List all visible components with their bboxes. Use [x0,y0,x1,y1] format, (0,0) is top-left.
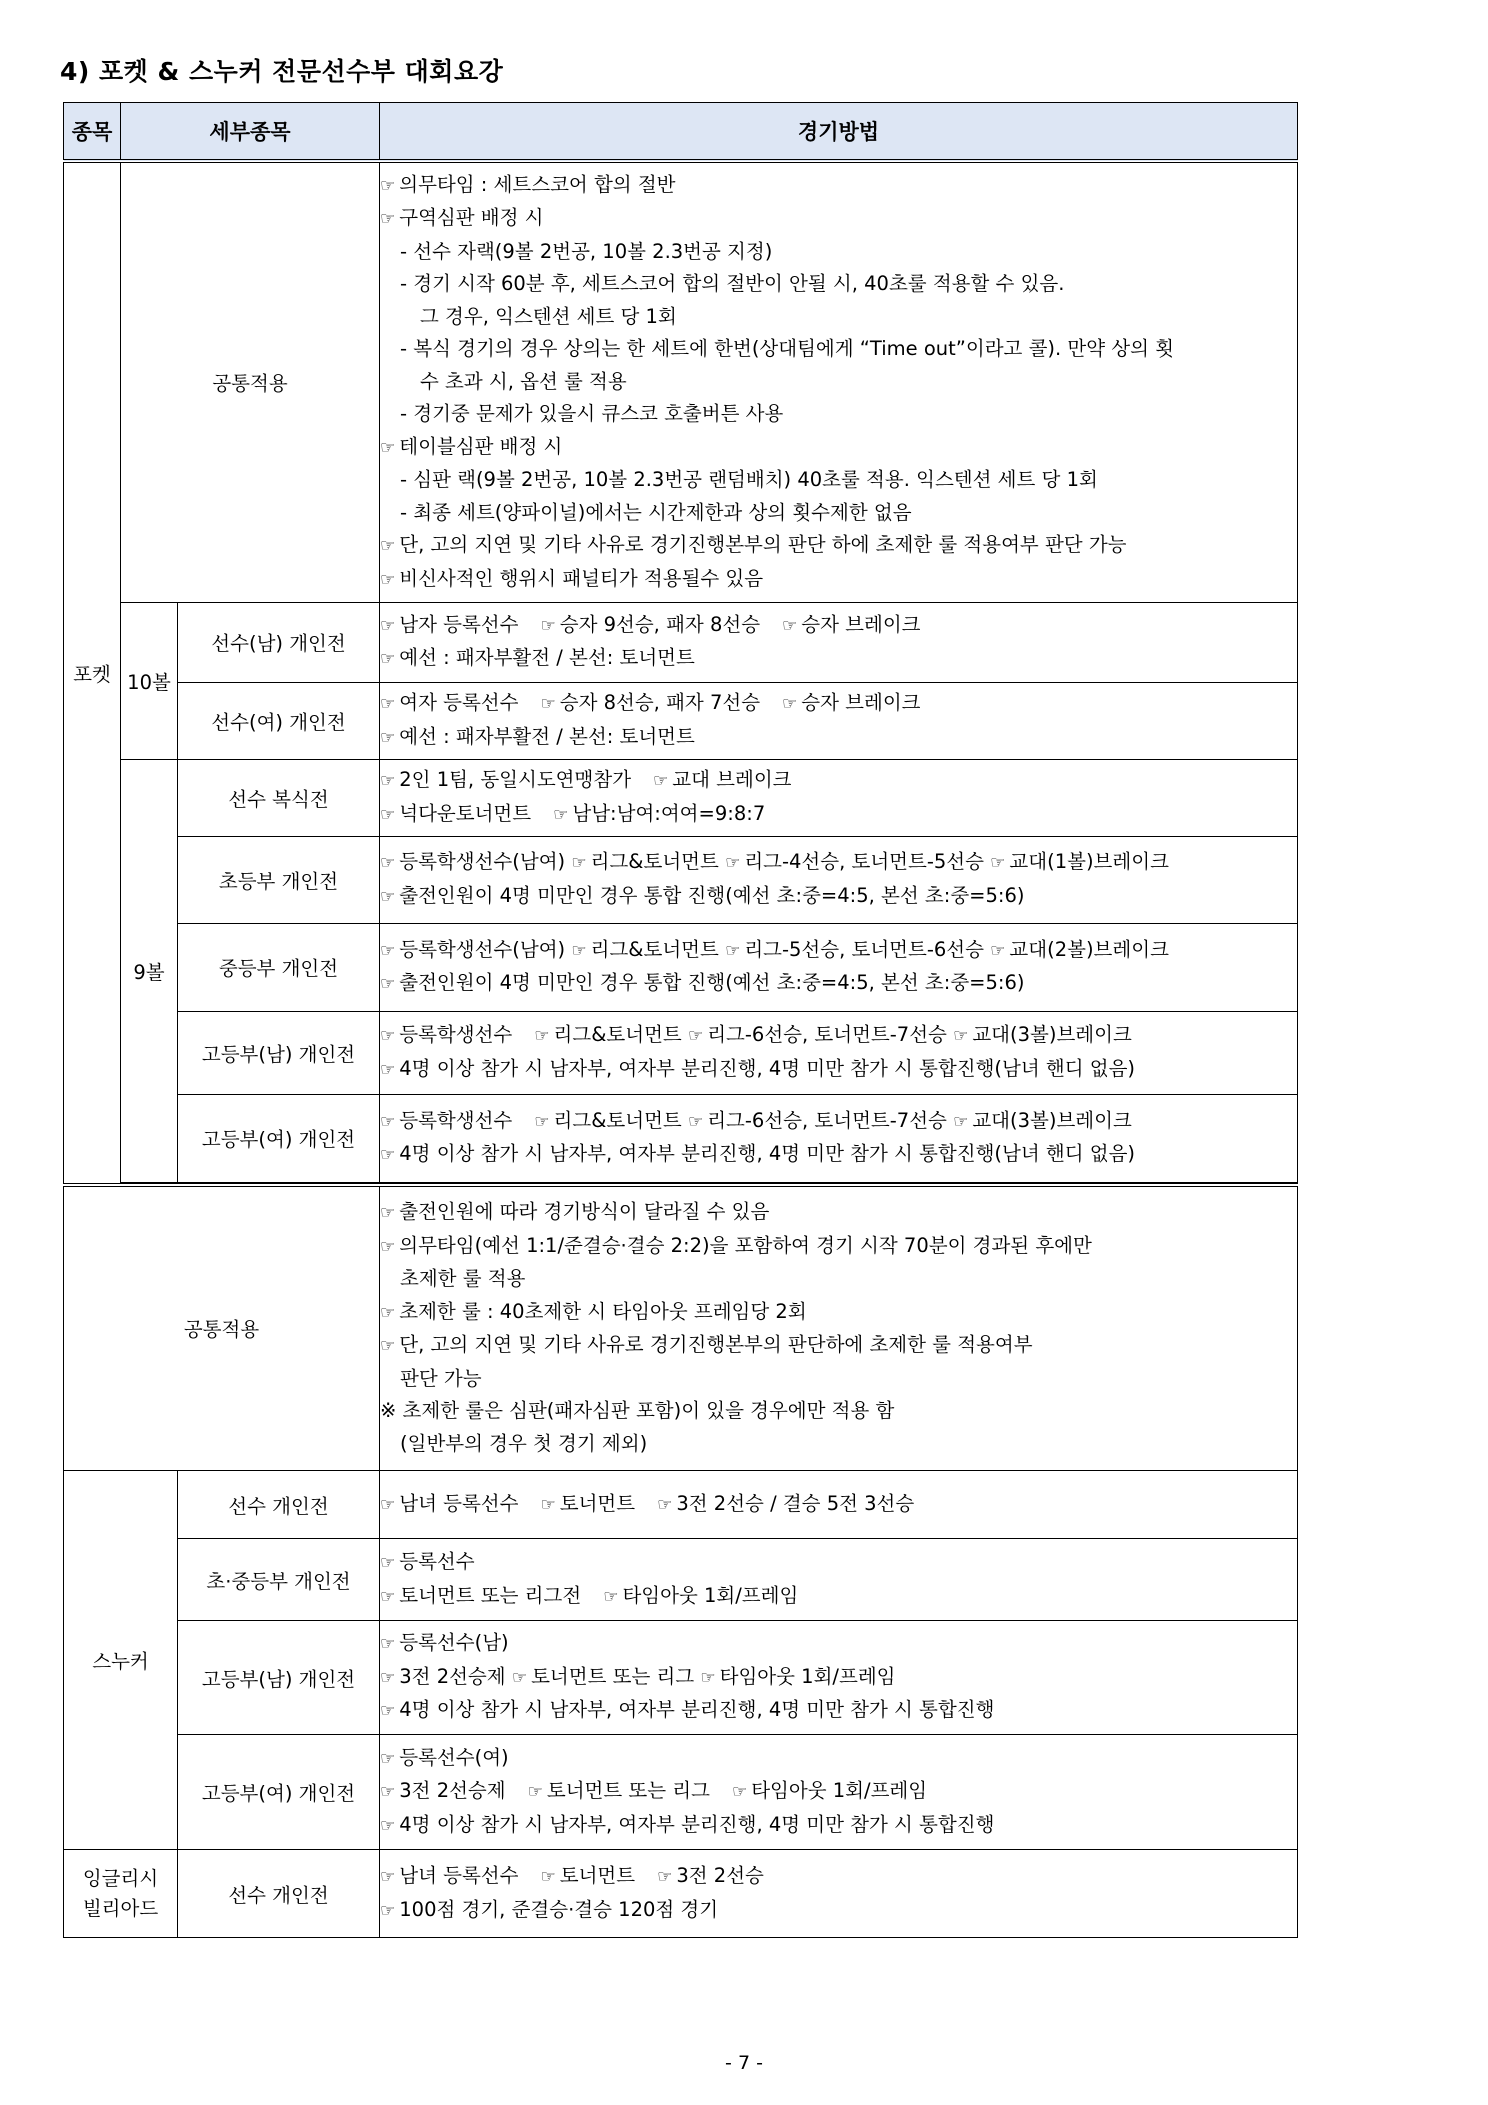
pointing-hand-icon: ☞ [380,974,396,994]
pointing-hand-icon: ☞ [571,940,587,961]
pointing-hand-icon: ☞ [380,727,396,748]
pointing-hand-icon: ☞ [540,615,556,636]
pointing-hand-icon: ☞ [380,1815,396,1836]
snooker-junior-method: ☞ 등록선수 ☞ 토너먼트 또는 리그전 ☞ 타임아웃 1회/프레임 [380,1539,1298,1621]
pointing-hand-icon: ☞ [380,1111,396,1132]
pointing-hand-icon: ☞ [540,1494,556,1515]
ball9-high-men-method: ☞ 등록학생선수 ☞ 리그&토너먼트 ☞ 리그-6선승, 토너먼트-7선승 ☞ 교대(3볼)브레이크 ☞ 4명 이상 참가 시 남자부, 여자부 분리진행, 4명 미만 참가 시 통합진행(남녀 핸디 없음) [380,1011,1298,1094]
pointing-hand-icon: ☞ [380,1026,396,1046]
pointing-hand-icon: ☞ [725,853,741,873]
ball9-elementary-method: ☞ 등록학생선수(남여) ☞ 리그&토너먼트 ☞ 리그-4선승, 토너먼트-5선승 ☞ 교대(1볼)브레이크 ☞ 출전인원이 4명 미만인 경우 통합 진행(예선 초:중=4:5, 본선 초:중=5:6) [380,836,1298,923]
ball9-elementary-label: 초등부 개인전 [178,836,380,923]
pointing-hand-icon: ☞ [782,615,798,636]
table-row [64,759,1298,836]
ball10-men-label: 선수(남) 개인전 [178,602,380,682]
pointing-hand-icon: ☞ [380,1059,396,1080]
snooker-high-men-label: 고등부(남) 개인전 [178,1621,380,1735]
ball10-women-method: ☞ 여자 등록선수 ☞ 승자 8선승, 패자 7선승 ☞ 승자 브레이크 ☞ 예선 : 패자부활전 / 본선: 토너먼트 [380,682,1298,759]
page-title: 4) 포켓 & 스누커 전문선수부 대회요강 [60,57,504,86]
header-event: 종목 [64,103,121,162]
table-row [64,1539,1298,1621]
table-row [64,1621,1298,1735]
ball9-middle-method: ☞ 등록학생선수(남여) ☞ 리그&토너먼트 ☞ 리그-5선승, 토너먼트-6선승 ☞ 교대(2볼)브레이크 ☞ 출전인원이 4명 미만인 경우 통합 진행(예선 초:중=4:5, 본선 초:중=5:6) [380,923,1298,1011]
pointing-hand-icon: ☞ [380,1336,396,1357]
header-sub-event: 세부종목 [121,103,380,162]
ball9-label: 9볼 [121,759,178,1182]
pointing-hand-icon: ☞ [380,569,396,590]
ball10-women-label: 선수(여) 개인전 [178,682,380,759]
pointing-hand-icon: ☞ [657,1494,673,1515]
pointing-hand-icon: ☞ [534,1026,550,1046]
ball9-middle-label: 중등부 개인전 [178,923,380,1011]
pointing-hand-icon: ☞ [380,1900,396,1921]
pointing-hand-icon: ☞ [380,1553,396,1573]
pointing-hand-icon: ☞ [782,694,798,714]
table-row [64,923,1298,1011]
pointing-hand-icon: ☞ [380,615,396,636]
pointing-hand-icon: ☞ [380,886,396,907]
pointing-hand-icon: ☞ [380,1748,396,1769]
english-players-label: 선수 개인전 [178,1850,380,1938]
pointing-hand-icon: ☞ [380,1302,396,1323]
page-number: - 7 - [725,2052,763,2074]
pointing-hand-icon: ☞ [380,1867,396,1887]
pocket-common-label: 공통적용 [121,161,380,602]
table-row [64,161,1298,602]
pointing-hand-icon: ☞ [380,536,396,556]
event-english-billiards: 잉글리시 빌리아드 [64,1850,178,1938]
snooker-players-method: ☞ 남녀 등록선수 ☞ 토너먼트 ☞ 3전 2선승 / 결승 5전 3선승 [380,1471,1298,1539]
snooker-high-women-method: ☞ 등록선수(여) ☞ 3전 2선승제 ☞ 토너먼트 또는 리그 ☞ 타임아웃 1회/프레임 ☞ 4명 이상 참가 시 남자부, 여자부 분리진행, 4명 미만 참가 시 통합진행 [380,1735,1298,1850]
pointing-hand-icon: ☞ [380,1782,396,1803]
table-row [64,1094,1298,1182]
english-players-method: ☞ 남녀 등록선수 ☞ 토너먼트 ☞ 3전 2선승 ☞ 100점 경기, 준결승·결승 120점 경기 [380,1850,1298,1938]
pointing-hand-icon: ☞ [657,1867,673,1887]
common2-label: 공통적용 [64,1185,380,1471]
table-row [64,1850,1298,1938]
pointing-hand-icon: ☞ [380,209,396,229]
snooker-high-women-label: 고등부(여) 개인전 [178,1735,380,1850]
ball9-doubles-label: 선수 복식전 [178,759,380,836]
table-row [64,602,1298,682]
pointing-hand-icon: ☞ [687,1111,704,1132]
pointing-hand-icon: ☞ [511,1667,528,1688]
pointing-hand-icon: ☞ [990,853,1006,873]
pointing-hand-icon: ☞ [731,1782,748,1803]
pointing-hand-icon: ☞ [990,940,1006,961]
event-snooker: 스누커 [64,1471,178,1850]
ball10-men-method: ☞ 남자 등록선수 ☞ 승자 9선승, 패자 8선승 ☞ 승자 브레이크 ☞ 예선 : 패자부활전 / 본선: 토너먼트 [380,602,1298,682]
pointing-hand-icon: ☞ [380,1634,396,1655]
pointing-hand-icon: ☞ [380,1236,396,1257]
pointing-hand-icon: ☞ [380,649,396,669]
pointing-hand-icon: ☞ [380,1145,396,1165]
ball10-label: 10볼 [121,602,178,759]
snooker-junior-label: 초·중등부 개인전 [178,1539,380,1621]
pointing-hand-icon: ☞ [380,694,396,714]
pointing-hand-icon: ☞ [571,853,587,873]
table-row [64,1471,1298,1539]
pointing-hand-icon: ☞ [380,771,396,791]
pointing-hand-icon: ☞ [380,1667,396,1688]
pointing-hand-icon: ☞ [953,1111,969,1132]
pointing-hand-icon: ☞ [527,1782,543,1803]
ball9-doubles-method: ☞ 2인 1팀, 동일시도연맹참가 ☞ 교대 브레이크 ☞ 넉다운토너먼트 ☞ 남남:남여:여여=9:8:7 [380,759,1298,836]
table-row [64,1735,1298,1850]
event-pocket: 포켓 [64,161,121,1185]
pointing-hand-icon: ☞ [380,940,396,961]
table-row [64,682,1298,759]
pointing-hand-icon: ☞ [380,175,396,196]
pointing-hand-icon: ☞ [687,1026,704,1046]
pointing-hand-icon: ☞ [725,940,741,961]
pointing-hand-icon: ☞ [380,1203,396,1224]
pointing-hand-icon: ☞ [603,1586,619,1607]
snooker-high-men-method: ☞ 등록선수(남) ☞ 3전 2선승제 ☞ 토너먼트 또는 리그 ☞ 타임아웃 1회/프레임 ☞ 4명 이상 참가 시 남자부, 여자부 분리진행, 4명 미만 참가 시 통합진행 [380,1621,1298,1735]
pointing-hand-icon: ☞ [380,1494,396,1515]
pointing-hand-icon: ☞ [380,804,396,825]
rules-table [63,102,1298,1938]
ball9-high-women-label: 고등부(여) 개인전 [178,1094,380,1182]
pointing-hand-icon: ☞ [540,694,556,714]
pointing-hand-icon: ☞ [534,1111,550,1132]
pocket-common-method: ☞ 의무타임 : 세트스코어 합의 절반 ☞ 구역심판 배정 시 - 선수 자랙(9볼 2번공, 10볼 2.3번공 지정) - 경기 시작 60분 후, 세트스코어 합의 절반이 안될 시, 40초룰 적용할 수 있음. 그 경우, 익스텐션 세트 당 1회 - 복식 경기의 경우 상의는 한 세트에 한번(상대팀에게 “Time out”이라고 콜). 만약 상의 횟 수 초과 시, 옵션 룰 적용 - 경기중 문제가 있을시 큐스코 호출버튼 사용 ☞ 테이블심판 배정 시 - 심판 랙(9볼 2번공, 10볼 2.3번공 랜덤배치) 40초룰 적용. 익스텐션 세트 당 1회 - 최종 세트(양파이널)에서는 시간제한과 상의 횟수제한 없음 ☞ 단, 고의 지연 및 기타 사유로 경기진행본부의 판단 하에 초제한 룰 적용여부 판단 가능 ☞ 비신사적인 행위시 패널티가 적용될수 있음 [380,161,1298,602]
table-header-row [64,103,1298,162]
pointing-hand-icon: ☞ [953,1026,969,1046]
pointing-hand-icon: ☞ [380,853,396,873]
pointing-hand-icon: ☞ [653,771,669,791]
ball9-high-men-label: 고등부(남) 개인전 [178,1011,380,1094]
pointing-hand-icon: ☞ [380,437,396,458]
pointing-hand-icon: ☞ [700,1667,716,1688]
pointing-hand-icon: ☞ [553,804,569,825]
snooker-players-label: 선수 개인전 [178,1471,380,1539]
pointing-hand-icon: ☞ [380,1586,396,1607]
header-method: 경기방법 [380,103,1298,162]
ball9-high-women-method: ☞ 등록학생선수 ☞ 리그&토너먼트 ☞ 리그-6선승, 토너먼트-7선승 ☞ 교대(3볼)브레이크 ☞ 4명 이상 참가 시 남자부, 여자부 분리진행, 4명 미만 참가 시 통합진행(남녀 핸디 없음) [380,1094,1298,1182]
common2-method: ☞ 출전인원에 따라 경기방식이 달라질 수 있음 ☞ 의무타임(예선 1:1/준결승·결승 2:2)을 포함하여 경기 시작 70분이 경과된 후에만 초제한 룰 적용 ☞ 초제한 룰 : 40초제한 시 타임아웃 프레임당 2회 ☞ 단, 고의 지연 및 기타 사유로 경기진행본부의 판단하에 초제한 룰 적용여부 판단 가능 ※ 초제한 룰은 심판(패자심판 포함)이 있을 경우에만 적용 함 (일반부의 경우 첫 경기 제외) [380,1185,1298,1471]
table-row [64,1185,1298,1471]
table-row [64,836,1298,923]
table-row [64,1011,1298,1094]
pointing-hand-icon: ☞ [380,1701,396,1722]
pointing-hand-icon: ☞ [540,1867,556,1887]
